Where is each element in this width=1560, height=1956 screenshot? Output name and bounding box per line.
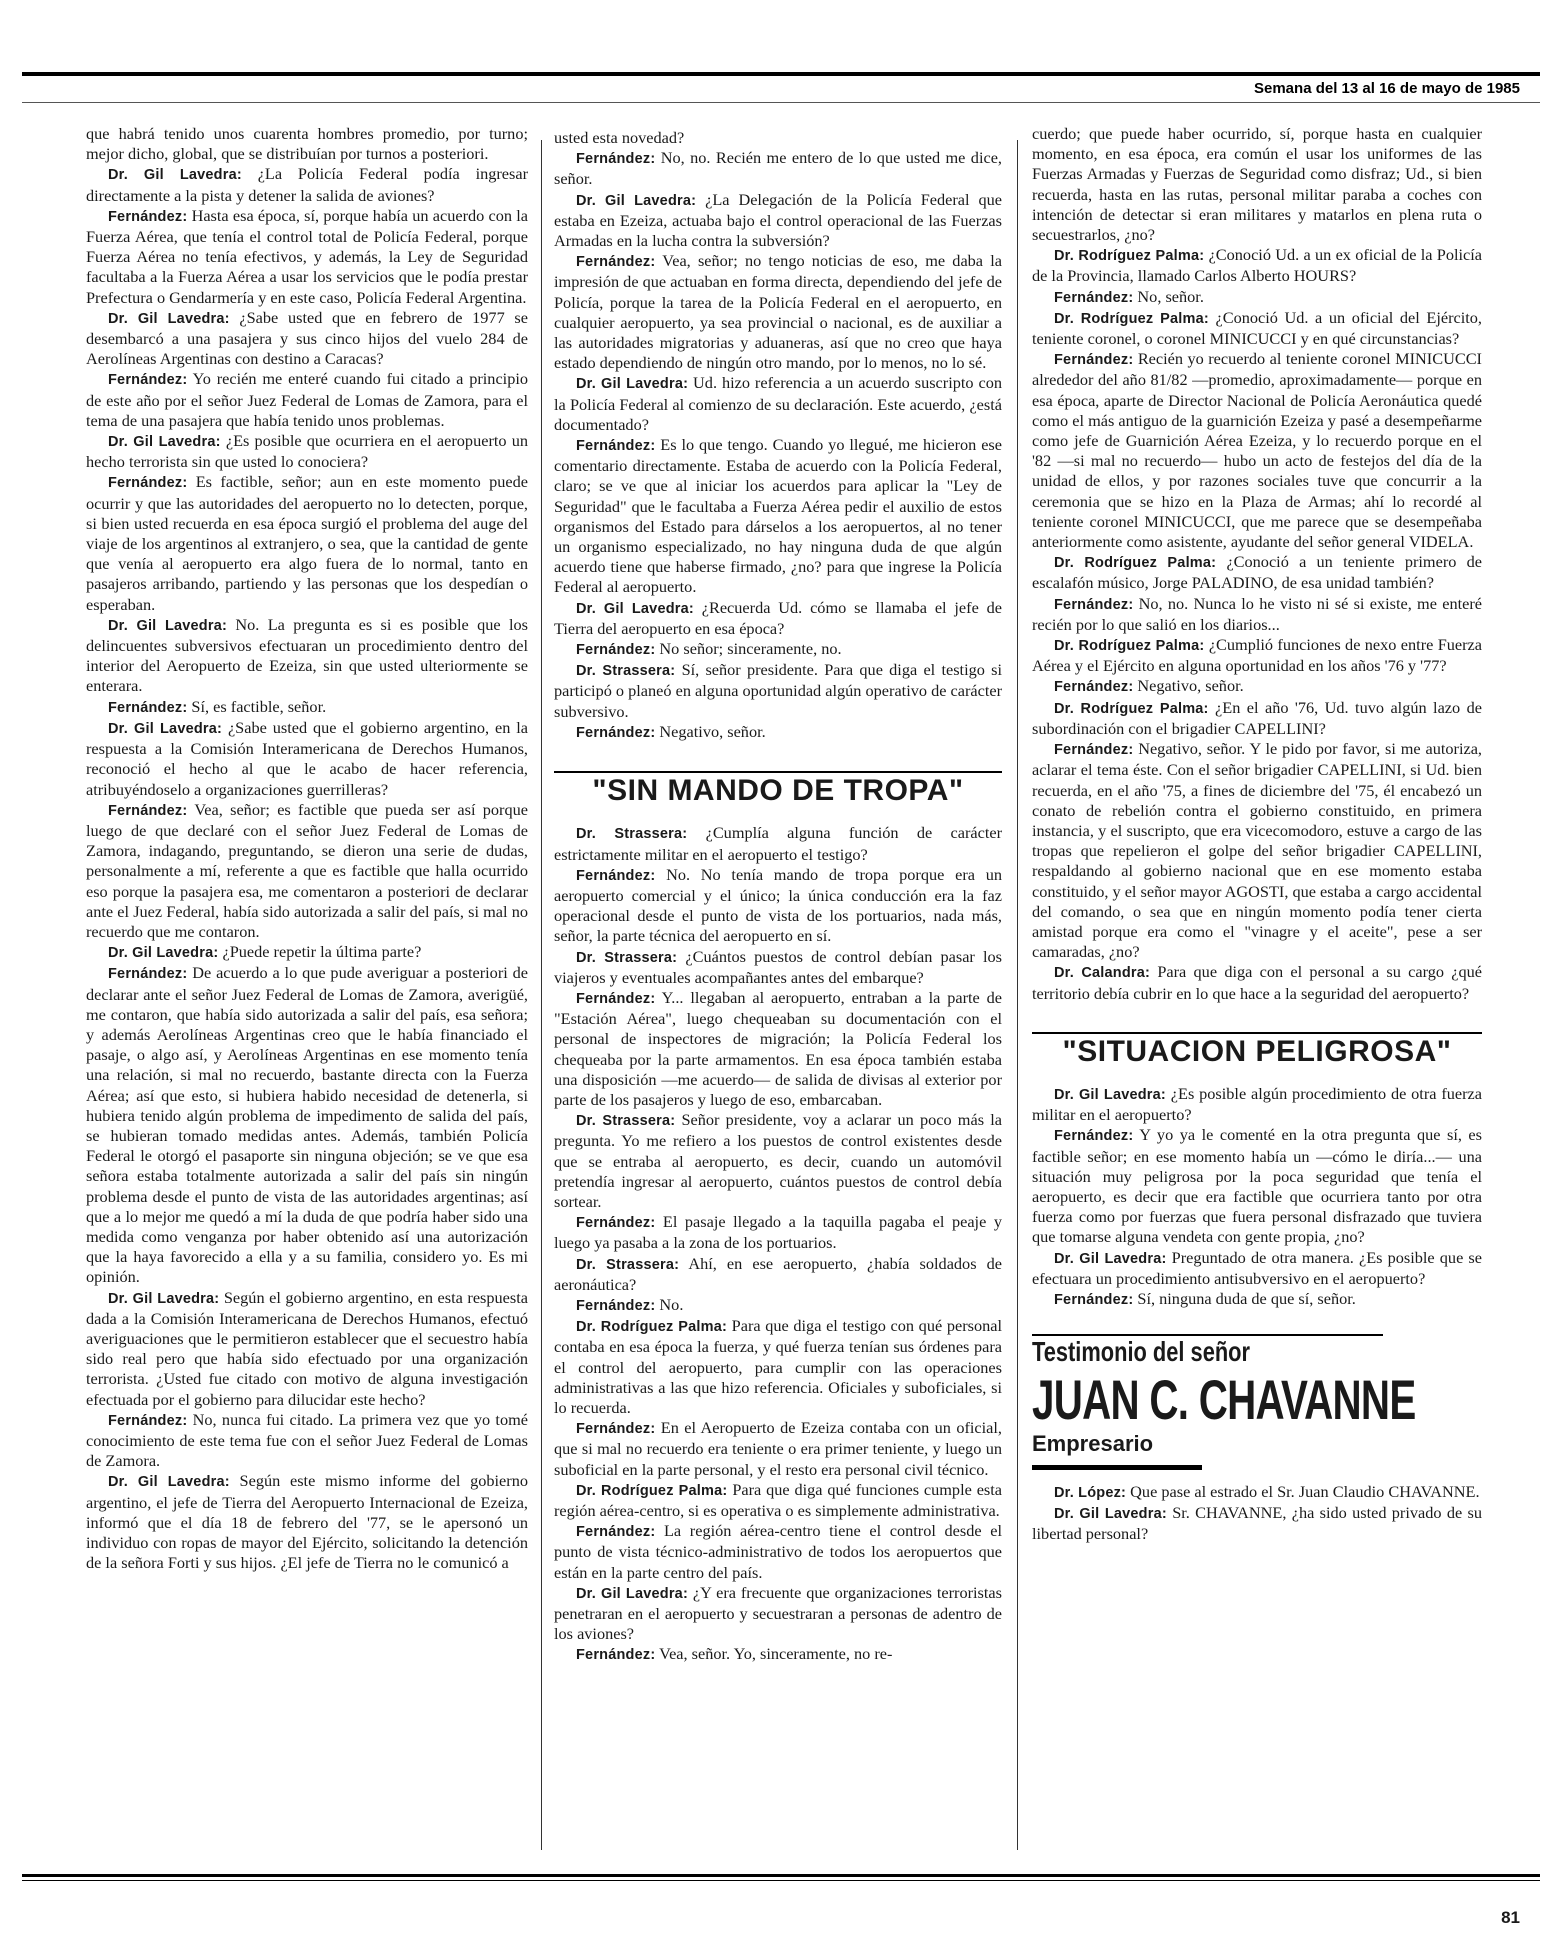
paragraph-text: ¿Y era frecuente que organizaciones terroristas penetraran en el aeropuerto y secuestraran a personas de adentro de los aviones? xyxy=(554,1582,1002,1644)
speaker-label: Dr. Gil Lavedra: xyxy=(108,434,221,451)
speaker-label: Fernández: xyxy=(1054,1291,1134,1308)
testimony-label: Testimonio del señor xyxy=(1032,1334,1383,1362)
speaker-label: Fernández: xyxy=(576,642,656,659)
speaker-label: Fernández: xyxy=(576,990,656,1007)
speaker-label: Fernández: xyxy=(1054,352,1134,369)
paragraph-text: Vea, señor; es factible que pueda ser así porque luego de que declaré con el señor Juez Federal de Lomas de Zamora, indagando, preguntando, se dieron una serie de dudas, personalmente a mí, referente a que es factible que halla ocurrido eso porque la pasajera esa, me comentaron a posteriori de declarar ante el Juez Federal, había sido autorizada a salir del país, si mal no recuerdo que me contaron. xyxy=(86,799,528,941)
issue-date: Semana del 13 al 16 de mayo de 1985 xyxy=(1254,80,1520,97)
header-subrule xyxy=(22,102,1540,103)
paragraph xyxy=(554,1521,1002,1583)
paragraph-text: Y yo ya le comenté en la otra pregunta que sí, es factible señor; en ese momento había un —cómo le diría...— una situación muy peligrosa por la poca seguridad que tenía el aeropuerto, es decir que era factible que ocurriera tanto por otra fuerza como por fuerzas que fuera personal disfrazado que tuviera que tomarse alguna vendeta con gente propia, ¿no? xyxy=(1032,1125,1482,1247)
paragraph xyxy=(86,1288,528,1410)
speaker-label: Fernández: xyxy=(108,1412,188,1429)
paragraph-text: ¿La Policía Federal podía ingresar directamente a la pista y detener la salida de aviones? xyxy=(86,164,529,205)
paragraph-text: La región aérea-centro tiene el control desde el punto de vista técnico-administrativo de todos los aeropuertos que están en la parte centro del país. xyxy=(554,1521,1002,1582)
paragraph xyxy=(554,1418,1002,1480)
speaker-label: Dr. Rodríguez Palma: xyxy=(1054,555,1217,572)
paragraph xyxy=(554,639,1002,660)
speaker-label: Fernández: xyxy=(576,1297,656,1314)
paragraph-text: No, no. Nunca lo he visto ni sé si existe, me enteré recién por lo que salió en los diarios... xyxy=(1032,593,1482,634)
section-title-situacion-peligrosa: "SITUACION PELIGROSA" xyxy=(1032,1032,1482,1062)
paragraph xyxy=(554,988,1002,1110)
paragraph-text: ¿Cuántos puestos de control debían pasar los viajeros y eventuales acompañantes antes del embarque? xyxy=(554,946,1003,987)
paragraph-text: ¿Conoció a un teniente primero de escalafón músico, Jorge PALADINO, de esa unidad también? xyxy=(1032,552,1482,593)
paragraph-text: No. La pregunta es si es posible que los delincuentes subversivos efectuaran un procedimiento dentro del interior del Aeropuerto de Ezeiza, sin que usted ulteriormente se enterara. xyxy=(86,614,528,696)
paragraph xyxy=(1032,1248,1482,1289)
paragraph xyxy=(86,124,528,164)
speaker-label: Fernández: xyxy=(1054,679,1134,696)
paragraph xyxy=(554,1295,1002,1316)
paragraph xyxy=(554,1583,1002,1645)
paragraph xyxy=(86,1410,528,1472)
column-3-mid xyxy=(1032,1084,1482,1310)
paragraph xyxy=(554,865,1002,947)
paragraph-text: Y... llegaban al aeropuerto, entraban a la parte de "Estación Aérea", luego chequeaban su documentación con el personal de inspectores de migración; la Policía Federal los chequeaba por la parte armamentos. En esa época también estaba una disposición —me acuerdo— de salida de divisas al exterior por parte de los pasajeros y luego de eso, embarcaban. xyxy=(554,987,1003,1109)
speaker-label: Fernández: xyxy=(576,724,656,741)
column-divider xyxy=(541,140,542,1850)
speaker-label: Fernández: xyxy=(576,1647,656,1664)
paragraph xyxy=(554,823,1002,864)
column-2 xyxy=(554,128,1002,1666)
paragraph-text: No, señor. xyxy=(1137,286,1204,306)
speaker-label: Dr. Gil Lavedra: xyxy=(108,945,219,962)
column-3 xyxy=(1032,124,1482,1544)
speaker-label: Dr. Gil Lavedra: xyxy=(1054,1086,1166,1103)
paragraph xyxy=(1032,245,1482,286)
paragraph xyxy=(1032,1084,1482,1125)
speaker-label: Dr. Gil Lavedra: xyxy=(108,167,242,184)
paragraph-text: Sr. CHAVANNE, ¿ha sido usted privado de su libertad personal? xyxy=(1032,1502,1482,1543)
paragraph xyxy=(554,251,1002,373)
paragraph xyxy=(1032,635,1482,676)
paragraph-text: No. No tenía mando de tropa porque era un aeropuerto comercial y el único; la única conducción era la faz operacional desde el punto de vista de los portuarios, nada más, señor, la parte técnica del aeropuerto en sí. xyxy=(554,864,1002,946)
section-title-sin-mando: "SIN MANDO DE TROPA" xyxy=(554,771,1002,801)
paragraph xyxy=(554,947,1002,988)
paragraph-text: Vea, señor. Yo, sinceramente, no re- xyxy=(659,1644,893,1664)
speaker-label: Fernández: xyxy=(108,208,188,225)
paragraph-text: Para que diga con el personal a su cargo ¿qué territorio debía cubrir en lo que hace a la seguridad del aeropuerto? xyxy=(1032,962,1482,1003)
paragraph-text: ¿Cumplió funciones de nexo entre Fuerza Aérea y el Ejército en alguna oportunidad en los años '76 y '77? xyxy=(1032,635,1483,676)
speaker-label: Fernández: xyxy=(1054,742,1134,759)
paragraph-text: ¿Puede repetir la última parte? xyxy=(222,942,422,962)
footer-subrule xyxy=(22,1880,1540,1881)
speaker-label: Fernández: xyxy=(108,475,188,492)
speaker-label: Dr. Calandra: xyxy=(1054,965,1151,982)
paragraph xyxy=(1032,698,1482,739)
speaker-label: Fernández: xyxy=(108,699,188,716)
paragraph xyxy=(554,190,1002,252)
paragraph-text: Sí, ninguna duda de que sí, señor. xyxy=(1137,1288,1356,1308)
paragraph xyxy=(86,472,528,614)
speaker-label: Fernández: xyxy=(576,1421,656,1438)
speaker-label: Dr. Rodríguez Palma: xyxy=(1054,700,1209,717)
paragraph xyxy=(554,1212,1002,1253)
paragraph xyxy=(1032,349,1482,552)
paragraph-text: Según este mismo informe del gobierno argentino, el jefe de Tierra del Aeropuerto Internacional de Ezeiza, informó que el día 18 de febrero del '77, se le apersonó un individuo con ropas de mayor del Ejército, solicitando la detención de la señora Forti y sus hijos. ¿El jefe de Tierra no le comunicó a xyxy=(86,1471,528,1573)
speaker-label: Fernández: xyxy=(576,1524,656,1541)
paragraph-text: cuerdo; que puede haber ocurrido, sí, porque hasta en cualquier momento, en esa época, era común el usar los uniformes de las Fuerzas Armadas y Fuerzas de Seguridad como disfraz; Ud., si bien recuerda, hasta en las rutas, personal militar paraba a coches con intención de detectar si eran militares y matarlos en plena ruta o secuestrarlos, ¿no? xyxy=(1032,124,1482,245)
paragraph xyxy=(1032,124,1482,245)
paragraph-text: Que pase al estrado el Sr. Juan Claudio CHAVANNE. xyxy=(1130,1481,1480,1501)
paragraph xyxy=(86,369,528,431)
paragraph-text: No. xyxy=(659,1294,684,1314)
paragraph xyxy=(86,718,528,800)
paragraph-text: No señor; sinceramente, no. xyxy=(659,639,842,659)
paragraph xyxy=(86,800,528,942)
paragraph xyxy=(86,206,528,308)
paragraph xyxy=(86,615,528,697)
speaker-label: Fernández: xyxy=(576,151,656,168)
paragraph xyxy=(86,942,528,963)
paragraph xyxy=(86,963,528,1287)
paragraph-text: ¿Conoció Ud. a un ex oficial de la Policía de la Provincia, llamado Carlos Alberto HOURS? xyxy=(1032,245,1482,286)
paragraph xyxy=(1032,1125,1482,1247)
paragraph-text: No, nunca fui citado. La primera vez que yo tomé conocimiento de este tema fue con el señor Juez Federal de Lomas de Zamora. xyxy=(86,1409,528,1471)
paragraph-text: De acuerdo a lo que pude averiguar a posteriori de declarar ante el señor Juez Federal de Lomas de Zamora, averigüé, me contaron, que había sido autorizada a salir del país, esa señora; y además Aerolíneas Argentinas creo que le había financiado el pasaje, o algo así, y Aerolíneas Argentinas en ese momento tenía una relación, si mal no recuerdo, bastante directa con la Fuerza Aérea; así que esto, si hubiera habido necesidad de detenerla, si hubiera tenido algún problema de impedimento de salida del país, se hubieran tomado medidas antes. Además, también Policía Federal le otorgó el pasaporte sin ninguna objeción; se ve que esa señora estaba totalmente autorizada a salir del país sin ningún problema desde el punto de vista de las autoridades argentinas; así que a lo mejor me quedó a mí la duda de que podría haber sido una medida como venganza por haber obtenido así una autorización que la haya favorecido a ella y a su familia, considero yo. Es mi opinión. xyxy=(86,963,528,1287)
speaker-label: Dr. Strassera: xyxy=(576,1113,676,1130)
paragraph xyxy=(1032,1482,1482,1503)
paragraph-text: ¿Sabe usted que en febrero de 1977 se desembarcó a una pasajera y sus cinco hijos del vuelo 284 de Aerolíneas Argentinas con destino a Caracas? xyxy=(86,307,528,369)
paragraph xyxy=(1032,1503,1482,1544)
paragraph xyxy=(1032,552,1482,593)
paragraph-text: Negativo, señor. xyxy=(659,721,766,741)
paragraph-text: ¿Sabe usted que el gobierno argentino, en la respuesta a la Comisión Interamericana de Derechos Humanos, reconoció el hecho al que le acabo de hacer referencia, atribuyéndoselo a organizaciones guerrilleras? xyxy=(86,717,528,799)
speaker-label: Dr. Gil Lavedra: xyxy=(108,720,223,737)
speaker-label: Dr. Gil Lavedra: xyxy=(1054,1505,1167,1522)
paragraph xyxy=(1032,739,1482,962)
paragraph-text: Sí, es factible, señor. xyxy=(191,696,327,716)
paragraph xyxy=(86,164,528,205)
column-3-top xyxy=(1032,124,1482,1004)
page-number: 81 xyxy=(1501,1908,1520,1927)
speaker-label: Dr. Gil Lavedra: xyxy=(108,617,227,634)
speaker-label: Dr. Gil Lavedra: xyxy=(108,310,230,327)
paragraph-text: Para que diga el testigo con qué personal contaba en esa época la fuerza, y qué fuerza tenían sus órdenes para el control del aeropuerto, para cumplir con las operaciones administrativas a las que hizo referencia. Oficiales y suboficiales, si lo recuerda. xyxy=(554,1316,1002,1417)
column-divider xyxy=(1017,140,1018,1850)
paragraph xyxy=(1032,962,1482,1003)
speaker-label: Dr. Strassera: xyxy=(576,663,676,680)
paragraph-text: Recién yo recuerdo al teniente coronel MINICUCCI alrededor del año 81/82 —promedio, aproximadamente— porque en esa época, aparte de Director Nacional de Policía Aeronáutica quedé como el más antiguo de la guarnición Ezeiza y pasé a desempeñarme como jefe de Guarnición Aérea Ezeiza, y lo recuerdo porque en el '82 —si mal no recuerdo— hubo un acto de festejos del día de la unidad de ellos, y por razones sociales tuve que concurrir a la ceremonia que se hizo en la Plaza de Armas; ahí lo recordé al teniente coronel MINICUCCI, que me parece que se desempeñaba anteriormente como asistente, ayudante del señor general VIDELA. xyxy=(1032,349,1482,552)
speaker-label: Dr. Gil Lavedra: xyxy=(108,1474,230,1491)
paragraph xyxy=(86,1471,528,1573)
speaker-label: Fernández: xyxy=(576,438,656,455)
paragraph-text: ¿La Delegación de la Policía Federal que estaba en Ezeiza, actuaba bajo el control operacional de las Fuerzas Armadas en la lucha contra la subversión? xyxy=(554,189,1002,251)
paragraph-text: ¿Es posible algún procedimiento de otra fuerza militar en el aeropuerto? xyxy=(1032,1083,1482,1125)
paragraph-text: Es lo que tengo. Cuando yo llegué, me hicieron ese comentario directamente. Estaba de acuerdo con la Policía Federal, claro; se ve que al iniciar los acuerdos para aplicar la "Ley de Seguridad" que le facultaba a Fuerza Aérea pedir el auxilio de estos organismos del Estado para dárselos a los aeropuertos, al no tener un organismo especializado, no hay ninguna duda de que algún acuerdo tiene que haberse firmado, ¿no? para que ingrese la Policía Federal al aeropuerto. xyxy=(554,435,1002,597)
speaker-label: Fernández: xyxy=(1054,289,1134,306)
paragraph-text: Yo recién me enteré cuando fui citado a principio de este año por el señor Juez Federal de Lomas de Zamora, para el tema de una pasajera que había tenido unos problemas. xyxy=(86,369,528,430)
speaker-label: Dr. Gil Lavedra: xyxy=(108,1290,220,1307)
paragraph xyxy=(554,1644,1002,1665)
paragraph xyxy=(1032,676,1482,697)
paragraph-text: ¿En el año '76, Ud. tuvo algún lazo de subordinación con el brigadier CAPELLINI? xyxy=(1032,697,1482,738)
speaker-label: Dr. Rodríguez Palma: xyxy=(576,1482,728,1499)
column-2-bottom xyxy=(554,823,1002,1665)
paragraph xyxy=(554,128,1002,148)
paragraph-text: En el Aeropuerto de Ezeiza contaba con un oficial, que si mal no recuerdo era teniente o era primer teniente, y luego un suboficial en la parte personal, y el resto era personal civil técnico. xyxy=(554,1418,1002,1479)
paragraph xyxy=(86,431,528,472)
speaker-label: Dr. Rodríguez Palma: xyxy=(1054,248,1205,265)
paragraph xyxy=(1032,594,1482,635)
paragraph-text: ¿Recuerda Ud. cómo se llamaba el jefe de Tierra del aeropuerto en esa época? xyxy=(554,597,1003,638)
testimony-name: JUAN C. CHAVANNE xyxy=(1032,1368,1416,1432)
column-2-top xyxy=(554,128,1002,743)
speaker-label: Dr. Gil Lavedra: xyxy=(1054,1250,1167,1267)
paragraph xyxy=(554,598,1002,639)
testimony-rule xyxy=(1032,1465,1202,1470)
speaker-label: Dr. Strassera: xyxy=(576,1256,680,1273)
speaker-label: Dr. Rodríguez Palma: xyxy=(576,1319,727,1336)
speaker-label: Fernández: xyxy=(1054,596,1134,613)
paragraph-text: Hasta esa época, sí, porque había un acuerdo con la Fuerza Aérea, que tenía el control total de Policía Federal, porque Fuerza Aérea no tenía efectivos, y además, la Ley de Seguridad facultaba a la Fuerza Aérea a usar los servicios que le podía prestar Prefectura o Gendarmería y en este caso, Policía Federal Argentina. xyxy=(86,205,528,307)
paragraph-text: Sí, señor presidente. Para que diga el testigo si participó o planeó en alguna oportunidad algún operativo de carácter subversivo. xyxy=(554,660,1003,721)
speaker-label: Fernández: xyxy=(108,802,188,819)
speaker-label: Fernández: xyxy=(108,372,188,389)
paragraph xyxy=(554,1316,1002,1418)
paragraph-text: Negativo, señor. xyxy=(1137,676,1244,696)
speaker-label: Dr. Gil Lavedra: xyxy=(576,376,689,393)
speaker-label: Dr. Gil Lavedra: xyxy=(576,600,694,617)
paragraph xyxy=(554,1480,1002,1521)
paragraph xyxy=(554,373,1002,435)
speaker-label: Dr. Rodríguez Palma: xyxy=(1054,638,1205,655)
paragraph xyxy=(86,308,528,370)
column-1 xyxy=(86,124,528,1573)
paragraph-text: No, no. Recién me entero de lo que usted me dice, señor. xyxy=(554,148,1002,189)
paragraph-text: ¿Cumplía alguna función de carácter estrictamente militar en el aeropuerto el testigo? xyxy=(554,823,1002,864)
paragraph xyxy=(554,660,1002,722)
footer-rule xyxy=(22,1874,1540,1877)
speaker-label: Fernández: xyxy=(576,1215,656,1232)
paragraph xyxy=(86,697,528,718)
paragraph xyxy=(1032,308,1482,349)
paragraph-text: ¿Conoció Ud. a un oficial del Ejército, teniente coronel, o coronel MINICUCCI y en qué circunstancias? xyxy=(1032,307,1482,349)
speaker-label: Dr. López: xyxy=(1054,1484,1127,1501)
paragraph xyxy=(1032,1289,1482,1310)
speaker-label: Fernández: xyxy=(576,254,656,271)
paragraph-text: Ud. hizo referencia a un acuerdo suscripto con la Policía Federal al comienzo de su declaración. Este acuerdo, ¿está documentado? xyxy=(554,373,1002,434)
paragraph xyxy=(554,1110,1002,1212)
paragraph-text: Preguntado de otra manera. ¿Es posible que se efectuara un procedimiento antisubversivo en el aeropuerto? xyxy=(1032,1247,1482,1288)
column-3-bottom xyxy=(1032,1482,1482,1545)
header-rule xyxy=(22,72,1540,76)
paragraph xyxy=(554,435,1002,598)
paragraph xyxy=(554,722,1002,743)
speaker-label: Fernández: xyxy=(108,966,188,983)
paragraph-text: Para que diga qué funciones cumple esta región aérea-centro, si es operativa o es simplemente administrativa. xyxy=(554,1479,1003,1520)
paragraph xyxy=(554,148,1002,189)
paragraph-text: Es factible, señor; aun en este momento puede ocurrir y que las autoridades del aeropuerto no lo detecten, porque, si bien usted recuerda en esa época surgió el problema del auge del viaje de los argentinos al extranjero, o sea, que la cantidad de gente que venía al aeropuerto era algo fuera de lo normal, tanto en pasajeros arribando, partiendo y las personas que los despedían o esperaban. xyxy=(86,472,528,614)
paragraph-text: ¿Es posible que ocurriera en el aeropuerto un hecho terrorista sin que usted lo conociera? xyxy=(86,431,529,472)
paragraph xyxy=(1032,287,1482,308)
speaker-label: Dr. Gil Lavedra: xyxy=(576,192,697,209)
paragraph-text: que habrá tenido unos cuarenta hombres promedio, por turno; mejor dicho, global, que se distribuían por turnos a posteriori. xyxy=(86,124,528,164)
speaker-label: Dr. Strassera: xyxy=(576,826,688,843)
paragraph-text: Vea, señor; no tengo noticias de eso, me daba la impresión de que actuaban en forma directa, dependiendo del jefe de Policía, porque la tarea de la Policía Federal en el aeropuerto, en cualquier aeropuerto, ya sea provincial o nacional, es de auxiliar a las autoridades migratorias y aduaneras, así que no creo que haya estado dependiendo de ningún otro mando, por lo menos, no lo sé. xyxy=(554,251,1002,373)
speaker-label: Dr. Rodríguez Palma: xyxy=(1054,310,1209,327)
speaker-label: Fernández: xyxy=(1054,1128,1134,1145)
testimony-role: Empresario xyxy=(1032,1431,1154,1457)
paragraph-text: Señor presidente, voy a aclarar un poco más la pregunta. Yo me refiero a los puestos de control existentes desde que se entraba al aeropuerto, es decir, cuando un automóvil pretendía ingresar al aeropuerto, cuántos puestos de control debía sortear. xyxy=(554,1110,1002,1211)
speaker-label: Fernández: xyxy=(576,867,656,884)
paragraph-text: Según el gobierno argentino, en esta respuesta dada a la Comisión Interamericana de Derechos Humanos, efectuó averiguaciones que le permitieron establecer que el secuestro había sido real pero que había sido efectuado por una organización terrorista. ¿Usted fue citado con motivo de alguna investigación efectuada por el gobierno para dilucidar este hecho? xyxy=(86,1287,528,1409)
speaker-label: Dr. Strassera: xyxy=(576,949,678,966)
speaker-label: Dr. Gil Lavedra: xyxy=(576,1585,688,1602)
paragraph-text: El pasaje llegado a la taquilla pagaba el peaje y luego ya pasaba a la zona de los portuarios. xyxy=(554,1212,1002,1253)
paragraph-text: Negativo, señor. Y le pido por favor, si me autoriza, aclarar el tema éste. Con el señor brigadier CAPELLINI, si Ud. bien recuerda, en el año '75, a fines de diciembre del '75, él encabezó un conato de rebelión contra el gobierno constituido, en primera instancia, y el suscripto, que era vicecomodoro, estuve a cargo de las tropas que repelieron el golpe del señor brigadier CAPELLINI, respaldando al gobierno nacional que en ese momento estaba constituido, y el señor mayor AGOSTI, que estaba a cargo accidental del comando, o sea que en ningún momento podía tener cierta amistad porque era como el "vinagre y el aceite", pese a ser camaradas, ¿no? xyxy=(1032,739,1483,962)
paragraph xyxy=(554,1254,1002,1295)
paragraph-text: usted esta novedad? xyxy=(554,128,685,147)
paragraph-text: Ahí, en ese aeropuerto, ¿había soldados de aeronáutica? xyxy=(554,1253,1002,1294)
